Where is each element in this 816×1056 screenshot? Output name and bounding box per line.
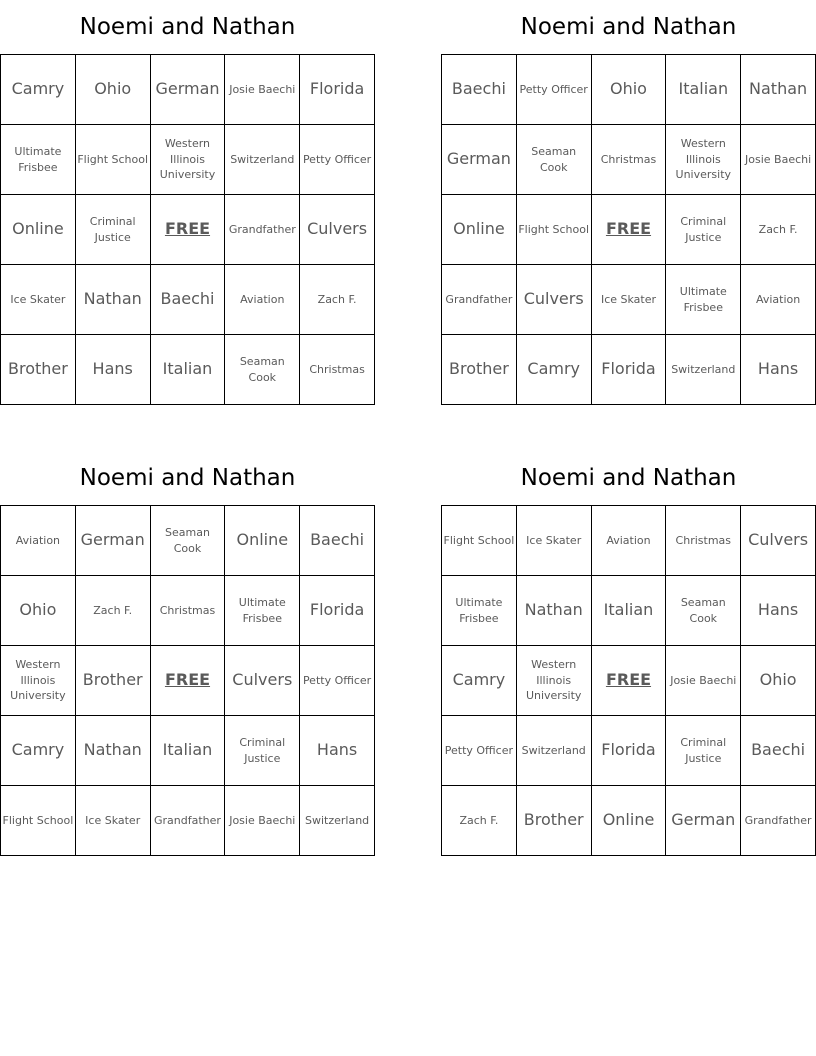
- bingo-cell: Camry: [1, 55, 76, 125]
- bingo-cell: Criminal Justice: [225, 716, 300, 786]
- bingo-cell: Zach F.: [442, 786, 517, 856]
- bingo-cell: Western Illinois University: [151, 125, 226, 195]
- bingo-cell: Zach F.: [300, 265, 375, 335]
- bingo-cell: Western Illinois University: [666, 125, 741, 195]
- bingo-cell: Ice Skater: [592, 265, 667, 335]
- bingo-cell: Grandfather: [225, 195, 300, 265]
- bingo-cell: Nathan: [76, 716, 151, 786]
- bingo-cell: Hans: [741, 335, 816, 405]
- bingo-cell: Online: [442, 195, 517, 265]
- bingo-cell: Ultimate Frisbee: [1, 125, 76, 195]
- bingo-cell: Seaman Cook: [666, 576, 741, 646]
- bingo-cell: Ice Skater: [517, 506, 592, 576]
- bingo-cell: Flight School: [442, 506, 517, 576]
- bingo-card-4: [441, 451, 816, 856]
- bingo-cell: Online: [1, 195, 76, 265]
- bingo-cell: Camry: [517, 335, 592, 405]
- bingo-cell: Ultimate Frisbee: [666, 265, 741, 335]
- bingo-cell: Culvers: [517, 265, 592, 335]
- bingo-cell: Florida: [592, 335, 667, 405]
- bingo-cell: Baechi: [741, 716, 816, 786]
- bingo-cell: Italian: [592, 576, 667, 646]
- bingo-grid: [441, 54, 816, 405]
- bingo-card-2: [441, 0, 816, 405]
- bingo-cell: Switzerland: [225, 125, 300, 195]
- free-space: FREE: [592, 646, 667, 716]
- bingo-cell: German: [76, 506, 151, 576]
- bingo-cell: Flight School: [1, 786, 76, 856]
- bingo-cell: Western Illinois University: [1, 646, 76, 716]
- card-title: Noemi and Nathan: [79, 14, 296, 40]
- bingo-cell: Aviation: [741, 265, 816, 335]
- bingo-cell: Brother: [1, 335, 76, 405]
- bingo-cell: Baechi: [442, 55, 517, 125]
- bingo-cell: Hans: [76, 335, 151, 405]
- bingo-grid: [0, 505, 375, 856]
- bingo-grid: [441, 505, 816, 856]
- bingo-cell: Brother: [76, 646, 151, 716]
- bingo-cell: Ohio: [76, 55, 151, 125]
- bingo-cell: Florida: [300, 576, 375, 646]
- bingo-cell: Florida: [300, 55, 375, 125]
- bingo-cell: Seaman Cook: [151, 506, 226, 576]
- bingo-cell: Baechi: [300, 506, 375, 576]
- bingo-cell: Flight School: [517, 195, 592, 265]
- bingo-cell: German: [151, 55, 226, 125]
- bingo-grid: [0, 54, 375, 405]
- bingo-cell: Baechi: [151, 265, 226, 335]
- bingo-cell: Hans: [300, 716, 375, 786]
- bingo-cell: Petty Officer: [300, 125, 375, 195]
- bingo-cell: Aviation: [225, 265, 300, 335]
- free-space: FREE: [592, 195, 667, 265]
- bingo-cell: Culvers: [225, 646, 300, 716]
- bingo-cell: Brother: [442, 335, 517, 405]
- bingo-cell: Italian: [151, 716, 226, 786]
- bingo-cell: Switzerland: [300, 786, 375, 856]
- bingo-cell: German: [666, 786, 741, 856]
- bingo-cell: Criminal Justice: [76, 195, 151, 265]
- bingo-cell: Christmas: [666, 506, 741, 576]
- bingo-cell: Online: [592, 786, 667, 856]
- card-title: Noemi and Nathan: [520, 14, 737, 40]
- bingo-cell: Western Illinois University: [517, 646, 592, 716]
- bingo-cell: Christmas: [592, 125, 667, 195]
- bingo-cell: Ohio: [1, 576, 76, 646]
- bingo-card-1: [0, 0, 375, 405]
- bingo-cell: Criminal Justice: [666, 716, 741, 786]
- bingo-cell: Culvers: [300, 195, 375, 265]
- bingo-cell: Switzerland: [517, 716, 592, 786]
- free-space: FREE: [151, 646, 226, 716]
- bingo-cell: Nathan: [76, 265, 151, 335]
- bingo-cell: Ohio: [592, 55, 667, 125]
- bingo-cell: Aviation: [1, 506, 76, 576]
- bingo-cell: Brother: [517, 786, 592, 856]
- card-title: Noemi and Nathan: [79, 465, 296, 491]
- bingo-cell: Hans: [741, 576, 816, 646]
- bingo-cell: Culvers: [741, 506, 816, 576]
- bingo-cell: Petty Officer: [300, 646, 375, 716]
- bingo-cell: Camry: [1, 716, 76, 786]
- bingo-cell: Nathan: [741, 55, 816, 125]
- bingo-cell: Ultimate Frisbee: [442, 576, 517, 646]
- bingo-card-3: [0, 451, 375, 856]
- bingo-cell: Grandfather: [442, 265, 517, 335]
- bingo-cell: Ohio: [741, 646, 816, 716]
- bingo-cell: Zach F.: [76, 576, 151, 646]
- bingo-cell: Aviation: [592, 506, 667, 576]
- bingo-cell: Camry: [442, 646, 517, 716]
- bingo-cell: Christmas: [300, 335, 375, 405]
- bingo-cell: Ice Skater: [1, 265, 76, 335]
- bingo-cell: German: [442, 125, 517, 195]
- bingo-cell: Florida: [592, 716, 667, 786]
- bingo-cell: Switzerland: [666, 335, 741, 405]
- bingo-cell: Flight School: [76, 125, 151, 195]
- bingo-cell: Criminal Justice: [666, 195, 741, 265]
- bingo-cell: Italian: [666, 55, 741, 125]
- bingo-cell: Petty Officer: [442, 716, 517, 786]
- bingo-cell: Grandfather: [151, 786, 226, 856]
- bingo-cell: Zach F.: [741, 195, 816, 265]
- bingo-cell: Josie Baechi: [225, 786, 300, 856]
- free-space: FREE: [151, 195, 226, 265]
- bingo-cell: Christmas: [151, 576, 226, 646]
- bingo-cell: Online: [225, 506, 300, 576]
- bingo-cell: Grandfather: [741, 786, 816, 856]
- bingo-cell: Nathan: [517, 576, 592, 646]
- bingo-cell: Josie Baechi: [666, 646, 741, 716]
- bingo-cell: Seaman Cook: [517, 125, 592, 195]
- card-title: Noemi and Nathan: [520, 465, 737, 491]
- bingo-cell: Petty Officer: [517, 55, 592, 125]
- bingo-cell: Seaman Cook: [225, 335, 300, 405]
- bingo-cell: Ice Skater: [76, 786, 151, 856]
- bingo-cell: Josie Baechi: [225, 55, 300, 125]
- bingo-cell: Italian: [151, 335, 226, 405]
- bingo-cell: Josie Baechi: [741, 125, 816, 195]
- bingo-cell: Ultimate Frisbee: [225, 576, 300, 646]
